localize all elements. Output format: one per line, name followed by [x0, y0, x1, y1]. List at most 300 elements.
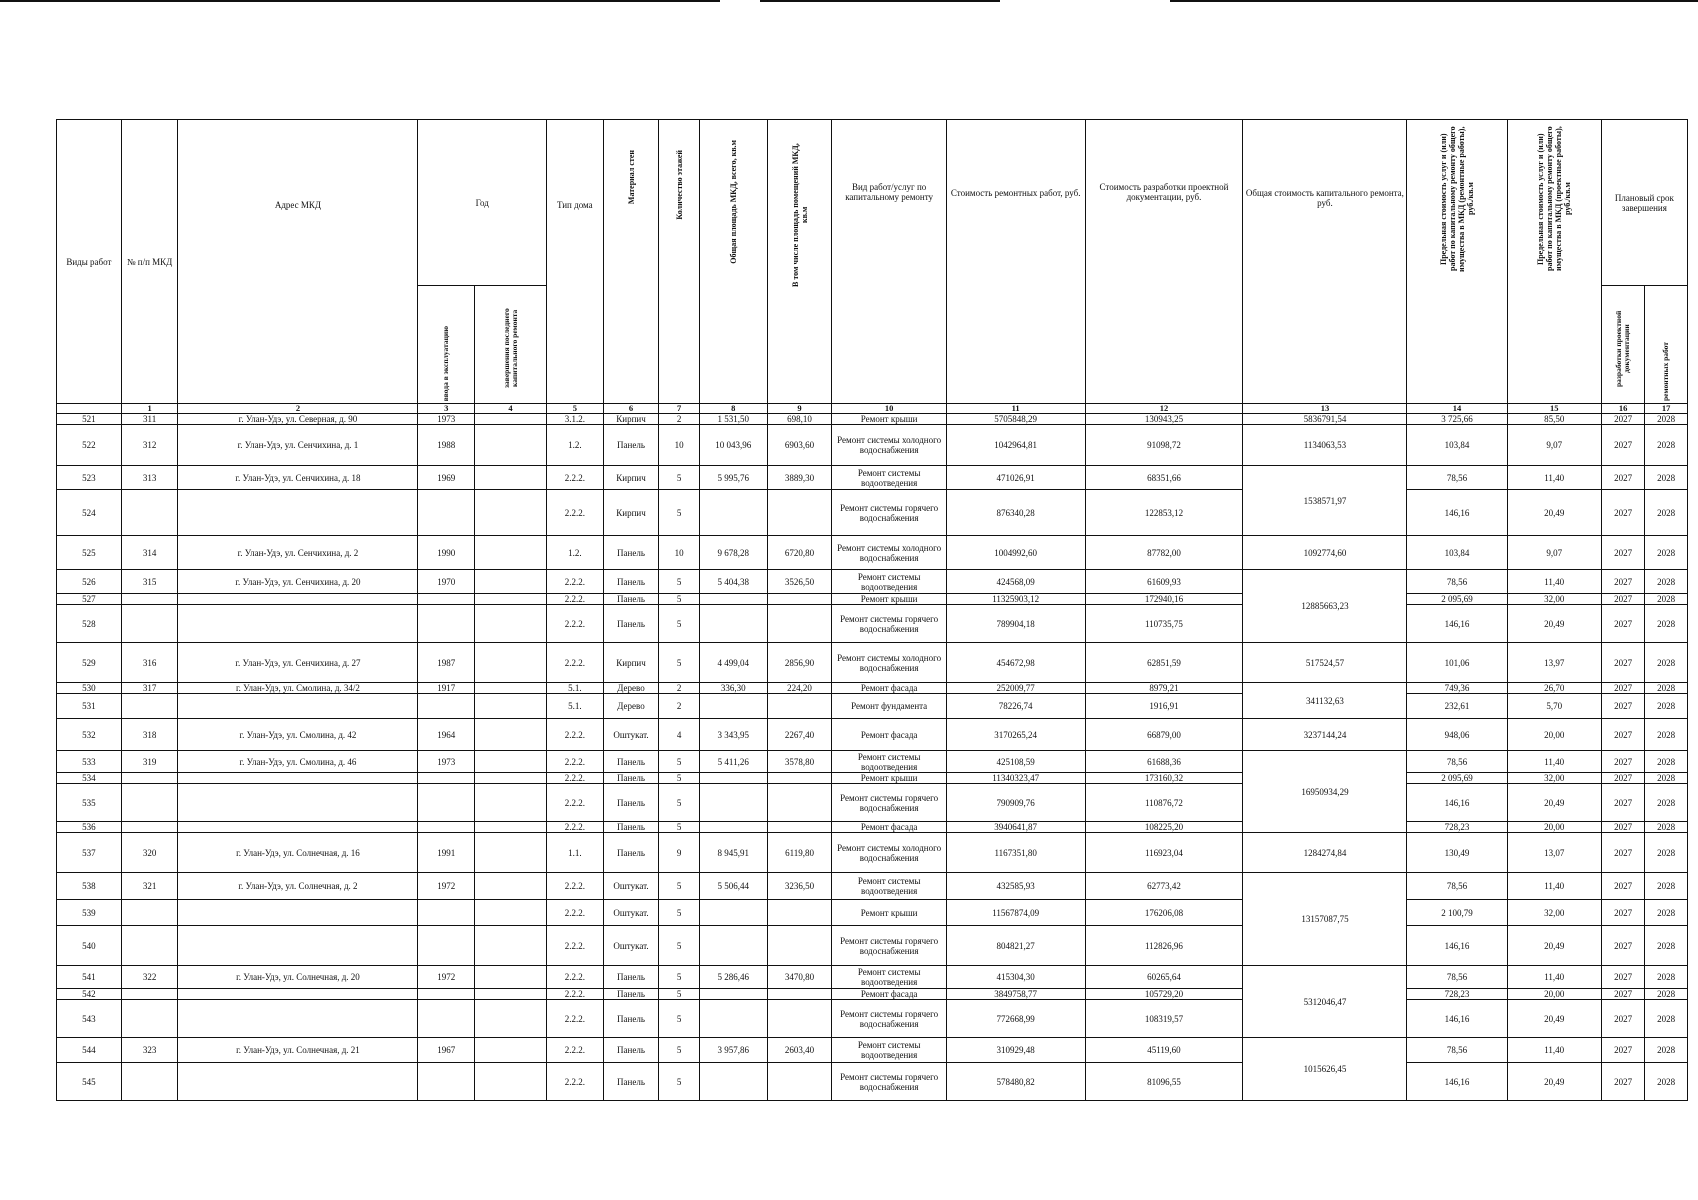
- row-floors: 5: [659, 643, 699, 683]
- row-deadline-design: 2027: [1601, 425, 1645, 466]
- row-id: 527: [57, 594, 122, 605]
- row-deadline-repair: 2028: [1645, 594, 1688, 605]
- row-year-commission: 1970: [418, 570, 475, 594]
- row-id: 534: [57, 773, 122, 784]
- row-id: 531: [57, 694, 122, 719]
- row-year-last-repair: [475, 466, 547, 490]
- row-design-cost: 130943,25: [1085, 414, 1243, 425]
- row-address: [178, 900, 418, 926]
- row-deadline-design: 2027: [1601, 605, 1645, 643]
- row-work-kind: Ремонт системы горячего водоснабжения: [832, 926, 946, 966]
- row-floors: 5: [659, 900, 699, 926]
- row-house-type: 2.2.2.: [546, 773, 603, 784]
- row-limit-design: 20,00: [1507, 719, 1601, 751]
- row-limit-design: 13,97: [1507, 643, 1601, 683]
- row-total-area: [699, 926, 767, 966]
- row-premises-area: 2267,40: [767, 719, 832, 751]
- row-premises-area: 3889,30: [767, 466, 832, 490]
- row-limit-design: 20,49: [1507, 1063, 1601, 1101]
- row-total-cost: 341132,63: [1243, 683, 1407, 719]
- row-deadline-repair: 2028: [1645, 414, 1688, 425]
- row-premises-area: [767, 822, 832, 833]
- column-index: 13: [1243, 404, 1407, 414]
- row-year-commission: 1972: [418, 966, 475, 989]
- header-work-kind: Вид работ/услуг по капитальному ремонту: [832, 120, 946, 404]
- row-limit-design: 20,49: [1507, 784, 1601, 822]
- scan-line-mid: [760, 0, 1000, 2]
- row-premises-area: [767, 490, 832, 536]
- header-year: Год: [418, 120, 547, 286]
- column-index: 12: [1085, 404, 1243, 414]
- table-row: [57, 873, 1688, 900]
- row-floors: 10: [659, 425, 699, 466]
- row-address: г. Улан-Удэ, ул. Сенчихина, д. 18: [178, 466, 418, 490]
- row-deadline-design: 2027: [1601, 570, 1645, 594]
- row-year-last-repair: [475, 643, 547, 683]
- row-house-type: 2.2.2.: [546, 1063, 603, 1101]
- row-work-kind: Ремонт фундамента: [832, 694, 946, 719]
- row-limit-repair: 78,56: [1407, 570, 1507, 594]
- column-index: 10: [832, 404, 946, 414]
- row-floors: 5: [659, 490, 699, 536]
- row-premises-area: [767, 773, 832, 784]
- header-year-last-repair: [475, 286, 547, 404]
- table-row: [57, 643, 1688, 683]
- row-num: 319: [121, 751, 178, 773]
- row-premises-area: [767, 900, 832, 926]
- table-row: [57, 1063, 1688, 1101]
- row-repair-cost: 772668,99: [946, 1000, 1085, 1038]
- row-design-cost: 62851,59: [1085, 643, 1243, 683]
- row-limit-repair: 2 095,69: [1407, 594, 1507, 605]
- header-limit-design-text: Предельная стоимость услуг и (или) работ по капитальному ремонту общего имущества в МКД (проектные работы), руб./кв.м: [1536, 126, 1573, 272]
- row-year-last-repair: [475, 822, 547, 833]
- row-premises-area: 6720,80: [767, 536, 832, 570]
- row-id: 543: [57, 1000, 122, 1038]
- row-limit-repair: 78,56: [1407, 751, 1507, 773]
- row-repair-cost: 789904,18: [946, 605, 1085, 643]
- row-floors: 5: [659, 1063, 699, 1101]
- row-deadline-design: 2027: [1601, 490, 1645, 536]
- row-repair-cost: 11340323,47: [946, 773, 1085, 784]
- header-address: Адрес МКД: [178, 120, 418, 404]
- row-house-type: 2.2.2.: [546, 989, 603, 1000]
- row-design-cost: 61609,93: [1085, 570, 1243, 594]
- row-num: 311: [121, 414, 178, 425]
- row-work-kind: Ремонт системы водоотведения: [832, 873, 946, 900]
- row-work-kind: Ремонт системы горячего водоснабжения: [832, 1000, 946, 1038]
- row-design-cost: 172940,16: [1085, 594, 1243, 605]
- row-deadline-design: 2027: [1601, 683, 1645, 694]
- row-total-area: 5 404,38: [699, 570, 767, 594]
- row-id: 538: [57, 873, 122, 900]
- row-address: г. Улан-Удэ, ул. Солнечная, д. 20: [178, 966, 418, 989]
- row-work-kind: Ремонт системы водоотведения: [832, 1038, 946, 1063]
- row-num: 321: [121, 873, 178, 900]
- header-repair-cost: Стоимость ремонтных работ, руб.: [946, 120, 1085, 404]
- row-address: г. Улан-Удэ, ул. Смолина, д. 42: [178, 719, 418, 751]
- row-work-kind: Ремонт крыши: [832, 414, 946, 425]
- row-wall-material: Панель: [603, 605, 659, 643]
- header-work-type: Виды работ: [57, 120, 122, 404]
- header-floors-text: Количество этажей: [674, 150, 684, 220]
- row-repair-cost: 3170265,24: [946, 719, 1085, 751]
- row-total-area: 1 531,50: [699, 414, 767, 425]
- row-repair-cost: 11325903,12: [946, 594, 1085, 605]
- header-design-cost: Стоимость разработки проектной документации, руб.: [1085, 120, 1243, 404]
- row-limit-repair: 103,84: [1407, 425, 1507, 466]
- row-repair-cost: 1042964,81: [946, 425, 1085, 466]
- row-deadline-design: 2027: [1601, 833, 1645, 873]
- row-total-area: [699, 490, 767, 536]
- row-design-cost: 8979,21: [1085, 683, 1243, 694]
- row-premises-area: 6119,80: [767, 833, 832, 873]
- row-id: 525: [57, 536, 122, 570]
- row-house-type: 2.2.2.: [546, 570, 603, 594]
- table-row: [57, 683, 1688, 694]
- row-num: 317: [121, 683, 178, 694]
- row-house-type: 2.2.2.: [546, 719, 603, 751]
- row-limit-repair: 2 100,79: [1407, 900, 1507, 926]
- row-premises-area: [767, 1063, 832, 1101]
- row-house-type: 2.2.2.: [546, 966, 603, 989]
- row-deadline-design: 2027: [1601, 900, 1645, 926]
- row-work-kind: Ремонт крыши: [832, 594, 946, 605]
- row-deadline-repair: 2028: [1645, 490, 1688, 536]
- row-limit-repair: 101,06: [1407, 643, 1507, 683]
- row-deadline-design: 2027: [1601, 1063, 1645, 1101]
- row-limit-repair: 146,16: [1407, 926, 1507, 966]
- header-total-area: [699, 120, 767, 404]
- row-num: [121, 1000, 178, 1038]
- row-year-commission: 1990: [418, 536, 475, 570]
- row-year-commission: [418, 900, 475, 926]
- row-wall-material: Панель: [603, 989, 659, 1000]
- row-limit-design: 32,00: [1507, 594, 1601, 605]
- column-index: 5: [546, 404, 603, 414]
- row-wall-material: Панель: [603, 594, 659, 605]
- row-limit-repair: 728,23: [1407, 989, 1507, 1000]
- table-row: [57, 536, 1688, 570]
- row-limit-repair: 78,56: [1407, 966, 1507, 989]
- row-house-type: 2.2.2.: [546, 784, 603, 822]
- column-index: 8: [699, 404, 767, 414]
- header-year-last-repair-text: завершения последнего капитального ремонта: [501, 308, 519, 389]
- column-index: 17: [1645, 404, 1688, 414]
- row-num: [121, 594, 178, 605]
- column-index: 4: [475, 404, 547, 414]
- row-deadline-design: 2027: [1601, 694, 1645, 719]
- row-address: г. Улан-Удэ, ул. Сенчихина, д. 20: [178, 570, 418, 594]
- row-wall-material: Панель: [603, 833, 659, 873]
- row-total-area: 3 343,95: [699, 719, 767, 751]
- header-deadline-design: [1601, 286, 1645, 404]
- row-id: 521: [57, 414, 122, 425]
- row-premises-area: 3470,80: [767, 966, 832, 989]
- row-limit-repair: 3 725,66: [1407, 414, 1507, 425]
- row-deadline-design: 2027: [1601, 594, 1645, 605]
- row-id: 529: [57, 643, 122, 683]
- row-design-cost: 87782,00: [1085, 536, 1243, 570]
- row-num: 320: [121, 833, 178, 873]
- row-wall-material: Дерево: [603, 694, 659, 719]
- row-work-kind: Ремонт фасада: [832, 719, 946, 751]
- header-deadline-design-text: разработки проектной документации: [1614, 310, 1632, 387]
- row-num: 312: [121, 425, 178, 466]
- row-year-last-repair: [475, 414, 547, 425]
- row-design-cost: 91098,72: [1085, 425, 1243, 466]
- table-row: [57, 719, 1688, 751]
- row-address: [178, 594, 418, 605]
- row-total-cost: 5312046,47: [1243, 966, 1407, 1038]
- row-limit-design: 11,40: [1507, 570, 1601, 594]
- row-limit-design: 11,40: [1507, 873, 1601, 900]
- table-body: [57, 414, 1688, 1101]
- row-premises-area: 6903,60: [767, 425, 832, 466]
- row-limit-repair: 146,16: [1407, 784, 1507, 822]
- row-work-kind: Ремонт системы горячего водоснабжения: [832, 490, 946, 536]
- row-address: г. Улан-Удэ, ул. Солнечная, д. 16: [178, 833, 418, 873]
- row-year-last-repair: [475, 719, 547, 751]
- row-deadline-design: 2027: [1601, 1000, 1645, 1038]
- row-deadline-design: 2027: [1601, 966, 1645, 989]
- row-address: г. Улан-Удэ, ул. Смолина, д. 34/2: [178, 683, 418, 694]
- row-deadline-repair: 2028: [1645, 873, 1688, 900]
- row-design-cost: 122853,12: [1085, 490, 1243, 536]
- row-house-type: 2.2.2.: [546, 643, 603, 683]
- row-premises-area: [767, 605, 832, 643]
- row-repair-cost: 78226,74: [946, 694, 1085, 719]
- row-work-kind: Ремонт системы холодного водоснабжения: [832, 536, 946, 570]
- row-wall-material: Кирпич: [603, 466, 659, 490]
- row-id: 532: [57, 719, 122, 751]
- row-limit-design: 85,50: [1507, 414, 1601, 425]
- row-wall-material: Панель: [603, 822, 659, 833]
- column-index: 15: [1507, 404, 1601, 414]
- row-design-cost: 110876,72: [1085, 784, 1243, 822]
- table-row: [57, 1038, 1688, 1063]
- row-year-commission: 1917: [418, 683, 475, 694]
- row-deadline-design: 2027: [1601, 822, 1645, 833]
- header-deadline: Плановый срок завершения: [1601, 120, 1687, 286]
- row-num: [121, 784, 178, 822]
- row-floors: 5: [659, 594, 699, 605]
- row-num: [121, 605, 178, 643]
- row-id: 530: [57, 683, 122, 694]
- row-premises-area: [767, 926, 832, 966]
- row-address: [178, 490, 418, 536]
- row-repair-cost: 804821,27: [946, 926, 1085, 966]
- header-year-commission: [418, 286, 475, 404]
- row-total-cost: 1015626,45: [1243, 1038, 1407, 1101]
- row-work-kind: Ремонт крыши: [832, 900, 946, 926]
- header-wall-material-text: Материал стен: [626, 150, 636, 205]
- row-wall-material: Оштукат.: [603, 873, 659, 900]
- table-row: [57, 773, 1688, 784]
- row-total-cost: 5836791,54: [1243, 414, 1407, 425]
- row-total-area: 10 043,96: [699, 425, 767, 466]
- table-row: [57, 425, 1688, 466]
- row-wall-material: Панель: [603, 425, 659, 466]
- column-index: 11: [946, 404, 1085, 414]
- row-limit-design: 11,40: [1507, 466, 1601, 490]
- row-house-type: 2.2.2.: [546, 1000, 603, 1038]
- row-work-kind: Ремонт фасада: [832, 822, 946, 833]
- row-deadline-repair: 2028: [1645, 822, 1688, 833]
- row-limit-repair: 130,49: [1407, 833, 1507, 873]
- table-row: [57, 1000, 1688, 1038]
- row-repair-cost: 415304,30: [946, 966, 1085, 989]
- row-year-last-repair: [475, 425, 547, 466]
- row-id: 523: [57, 466, 122, 490]
- row-deadline-repair: 2028: [1645, 989, 1688, 1000]
- row-house-type: 2.2.2.: [546, 822, 603, 833]
- row-limit-repair: 146,16: [1407, 490, 1507, 536]
- row-floors: 5: [659, 966, 699, 989]
- row-address: г. Улан-Удэ, ул. Северная, д. 90: [178, 414, 418, 425]
- row-limit-repair: 146,16: [1407, 1000, 1507, 1038]
- row-year-last-repair: [475, 989, 547, 1000]
- row-address: г. Улан-Удэ, ул. Солнечная, д. 21: [178, 1038, 418, 1063]
- row-total-cost: 13157087,75: [1243, 873, 1407, 966]
- table-row: [57, 822, 1688, 833]
- row-work-kind: Ремонт системы водоотведения: [832, 751, 946, 773]
- row-id: 522: [57, 425, 122, 466]
- row-year-last-repair: [475, 926, 547, 966]
- row-num: 316: [121, 643, 178, 683]
- row-design-cost: 62773,42: [1085, 873, 1243, 900]
- row-total-area: [699, 605, 767, 643]
- row-address: [178, 773, 418, 784]
- row-wall-material: Панель: [603, 784, 659, 822]
- row-house-type: 2.2.2.: [546, 490, 603, 536]
- row-year-commission: [418, 594, 475, 605]
- row-year-commission: [418, 822, 475, 833]
- row-repair-cost: 5705848,29: [946, 414, 1085, 425]
- row-id: 537: [57, 833, 122, 873]
- table-row: [57, 605, 1688, 643]
- row-deadline-repair: 2028: [1645, 570, 1688, 594]
- row-wall-material: Панель: [603, 966, 659, 989]
- row-year-commission: [418, 490, 475, 536]
- row-year-commission: [418, 784, 475, 822]
- row-total-area: [699, 1000, 767, 1038]
- row-deadline-repair: 2028: [1645, 1000, 1688, 1038]
- row-limit-repair: 2 095,69: [1407, 773, 1507, 784]
- header-limit-repair: [1407, 120, 1507, 404]
- row-address: г. Улан-Удэ, ул. Сенчихина, д. 2: [178, 536, 418, 570]
- row-design-cost: 61688,36: [1085, 751, 1243, 773]
- row-num: 313: [121, 466, 178, 490]
- column-index: 3: [418, 404, 475, 414]
- row-design-cost: 105729,20: [1085, 989, 1243, 1000]
- column-index: 1: [121, 404, 178, 414]
- row-floors: 2: [659, 694, 699, 719]
- row-limit-design: 20,49: [1507, 926, 1601, 966]
- row-wall-material: Оштукат.: [603, 926, 659, 966]
- row-year-commission: 1973: [418, 414, 475, 425]
- row-year-last-repair: [475, 605, 547, 643]
- row-total-area: 4 499,04: [699, 643, 767, 683]
- row-limit-design: 32,00: [1507, 773, 1601, 784]
- row-year-last-repair: [475, 694, 547, 719]
- row-limit-repair: 103,84: [1407, 536, 1507, 570]
- row-address: [178, 1063, 418, 1101]
- row-address: [178, 926, 418, 966]
- table-row: [57, 466, 1688, 490]
- column-index: 14: [1407, 404, 1507, 414]
- column-index-row: [57, 404, 1688, 414]
- row-deadline-design: 2027: [1601, 466, 1645, 490]
- row-year-commission: [418, 605, 475, 643]
- header-deadline-repair: [1645, 286, 1688, 404]
- row-deadline-design: 2027: [1601, 926, 1645, 966]
- row-design-cost: 108319,57: [1085, 1000, 1243, 1038]
- row-floors: 5: [659, 926, 699, 966]
- row-repair-cost: 1167351,80: [946, 833, 1085, 873]
- row-address: г. Улан-Удэ, ул. Солнечная, д. 2: [178, 873, 418, 900]
- row-deadline-repair: 2028: [1645, 466, 1688, 490]
- column-index: 9: [767, 404, 832, 414]
- table-row: [57, 414, 1688, 425]
- row-deadline-repair: 2028: [1645, 926, 1688, 966]
- row-floors: 2: [659, 414, 699, 425]
- table-header: [57, 120, 1688, 414]
- row-house-type: 2.2.2.: [546, 900, 603, 926]
- row-premises-area: [767, 989, 832, 1000]
- row-work-kind: Ремонт системы горячего водоснабжения: [832, 1063, 946, 1101]
- row-premises-area: 698,10: [767, 414, 832, 425]
- row-deadline-design: 2027: [1601, 873, 1645, 900]
- row-design-cost: 81096,55: [1085, 1063, 1243, 1101]
- row-limit-design: 11,40: [1507, 751, 1601, 773]
- row-year-last-repair: [475, 873, 547, 900]
- row-limit-design: 11,40: [1507, 966, 1601, 989]
- row-house-type: 2.2.2.: [546, 594, 603, 605]
- row-limit-repair: 146,16: [1407, 605, 1507, 643]
- row-wall-material: Панель: [603, 1063, 659, 1101]
- row-repair-cost: 252009,77: [946, 683, 1085, 694]
- row-total-area: 3 957,86: [699, 1038, 767, 1063]
- row-premises-area: [767, 694, 832, 719]
- row-work-kind: Ремонт системы холодного водоснабжения: [832, 833, 946, 873]
- table-row: [57, 570, 1688, 594]
- row-year-commission: [418, 926, 475, 966]
- header-total-cost: Общая стоимость капитального ремонта, руб.: [1243, 120, 1407, 404]
- row-total-area: 5 995,76: [699, 466, 767, 490]
- row-wall-material: Кирпич: [603, 414, 659, 425]
- row-limit-design: 20,49: [1507, 605, 1601, 643]
- row-house-type: 5.1.: [546, 683, 603, 694]
- row-limit-design: 26,70: [1507, 683, 1601, 694]
- row-deadline-design: 2027: [1601, 773, 1645, 784]
- row-id: 535: [57, 784, 122, 822]
- row-year-commission: 1967: [418, 1038, 475, 1063]
- row-repair-cost: 1004992,60: [946, 536, 1085, 570]
- row-deadline-repair: 2028: [1645, 1038, 1688, 1063]
- table-row: [57, 594, 1688, 605]
- row-house-type: 1.2.: [546, 425, 603, 466]
- header-total-area-text: Общая площадь МКД, всего, кв.м: [728, 140, 738, 264]
- row-address: [178, 1000, 418, 1038]
- row-house-type: 3.1.2.: [546, 414, 603, 425]
- row-deadline-repair: 2028: [1645, 773, 1688, 784]
- column-index: 2: [178, 404, 418, 414]
- row-year-commission: [418, 773, 475, 784]
- row-year-commission: 1972: [418, 873, 475, 900]
- row-premises-area: 3526,50: [767, 570, 832, 594]
- row-work-kind: Ремонт системы горячего водоснабжения: [832, 605, 946, 643]
